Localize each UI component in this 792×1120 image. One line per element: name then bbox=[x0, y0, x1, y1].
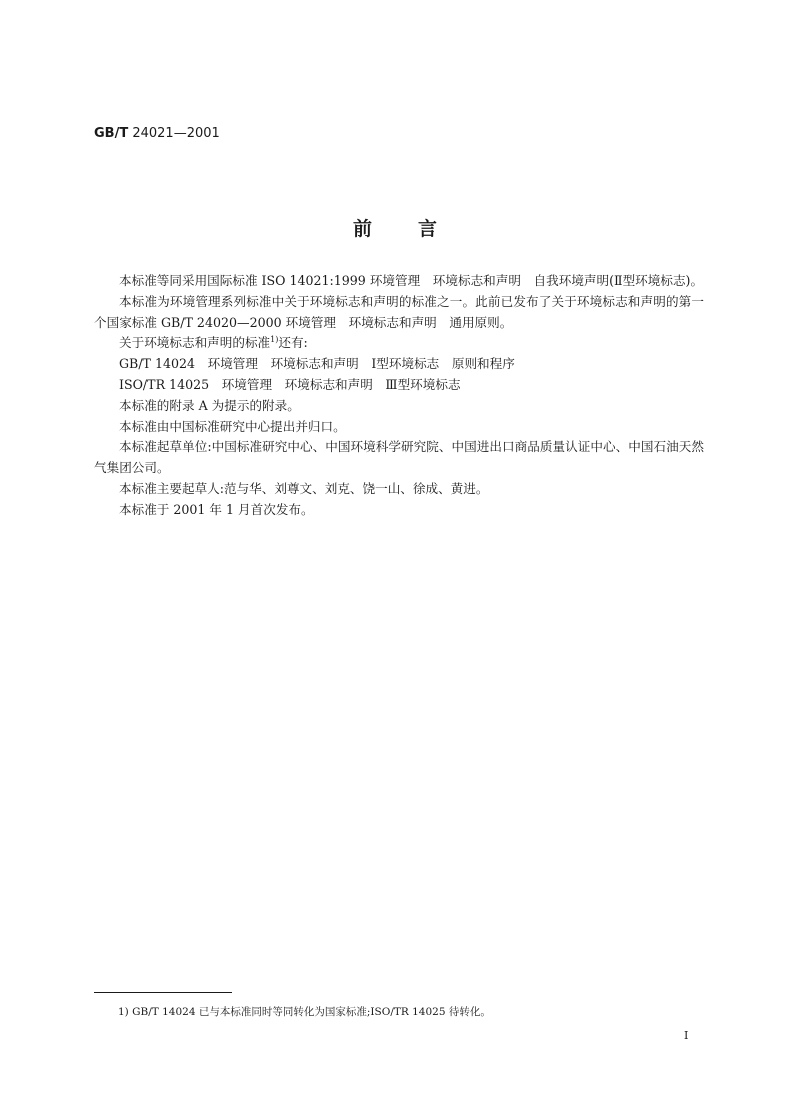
title-char-2: 言 bbox=[418, 218, 440, 240]
standard-prefix: GB/T bbox=[94, 126, 129, 141]
standard-code: 24021—2001 bbox=[132, 126, 220, 141]
foreword-body bbox=[94, 271, 704, 521]
paragraph-annex: 本标准的附录 A 为提示的附录。 bbox=[119, 397, 300, 413]
related-standards-text: 关于环境标志和声明的标准 bbox=[119, 335, 271, 351]
footnote-reference[interactable]: 1) bbox=[270, 335, 279, 345]
related-standard-2: ISO/TR 14025 环境管理 环境标志和声明 Ⅲ型环境标志 bbox=[119, 376, 461, 392]
paragraph-proposer: 本标准由中国标准研究中心提出并归口。 bbox=[119, 418, 346, 434]
paragraph-series: 本标准为环境管理系列标准中关于环境标志和声明的标准之一。此前已发布了关于环境标志和声明的第一个国家标准 GB/T 24020—2000 环境管理 环境标志和声明 通用原则。 bbox=[94, 293, 704, 330]
standard-number bbox=[94, 126, 220, 141]
page-title bbox=[0, 214, 792, 241]
related-standard-1: GB/T 14024 环境管理 环境标志和声明 Ⅰ型环境标志 原则和程序 bbox=[119, 356, 515, 372]
related-standards-tail: 还有: bbox=[278, 335, 308, 351]
title-char-1: 前 bbox=[352, 218, 374, 240]
paragraph-related-standards bbox=[94, 333, 704, 354]
footnote-divider bbox=[94, 992, 232, 993]
paragraph-adoption: 本标准等同采用国际标准 ISO 14021:1999 环境管理 环境标志和声明 自我环境声明(Ⅱ型环境标志)。 bbox=[119, 273, 704, 288]
paragraph-drafting-units: 本标准起草单位:中国标准研究中心、中国环境科学研究院、中国进出口商品质量认证中心、中国石油天然气集团公司。 bbox=[94, 439, 704, 476]
page-number: I bbox=[684, 1029, 689, 1042]
paragraph-first-issue: 本标准于 2001 年 1 月首次发布。 bbox=[119, 501, 314, 517]
paragraph-drafters: 本标准主要起草人:范与华、刘尊文、刘克、饶一山、徐成、黄进。 bbox=[119, 480, 489, 496]
footnote: 1) GB/T 14024 已与本标准同时等同转化为国家标准;ISO/TR 14025 待转化。 bbox=[118, 1006, 491, 1018]
